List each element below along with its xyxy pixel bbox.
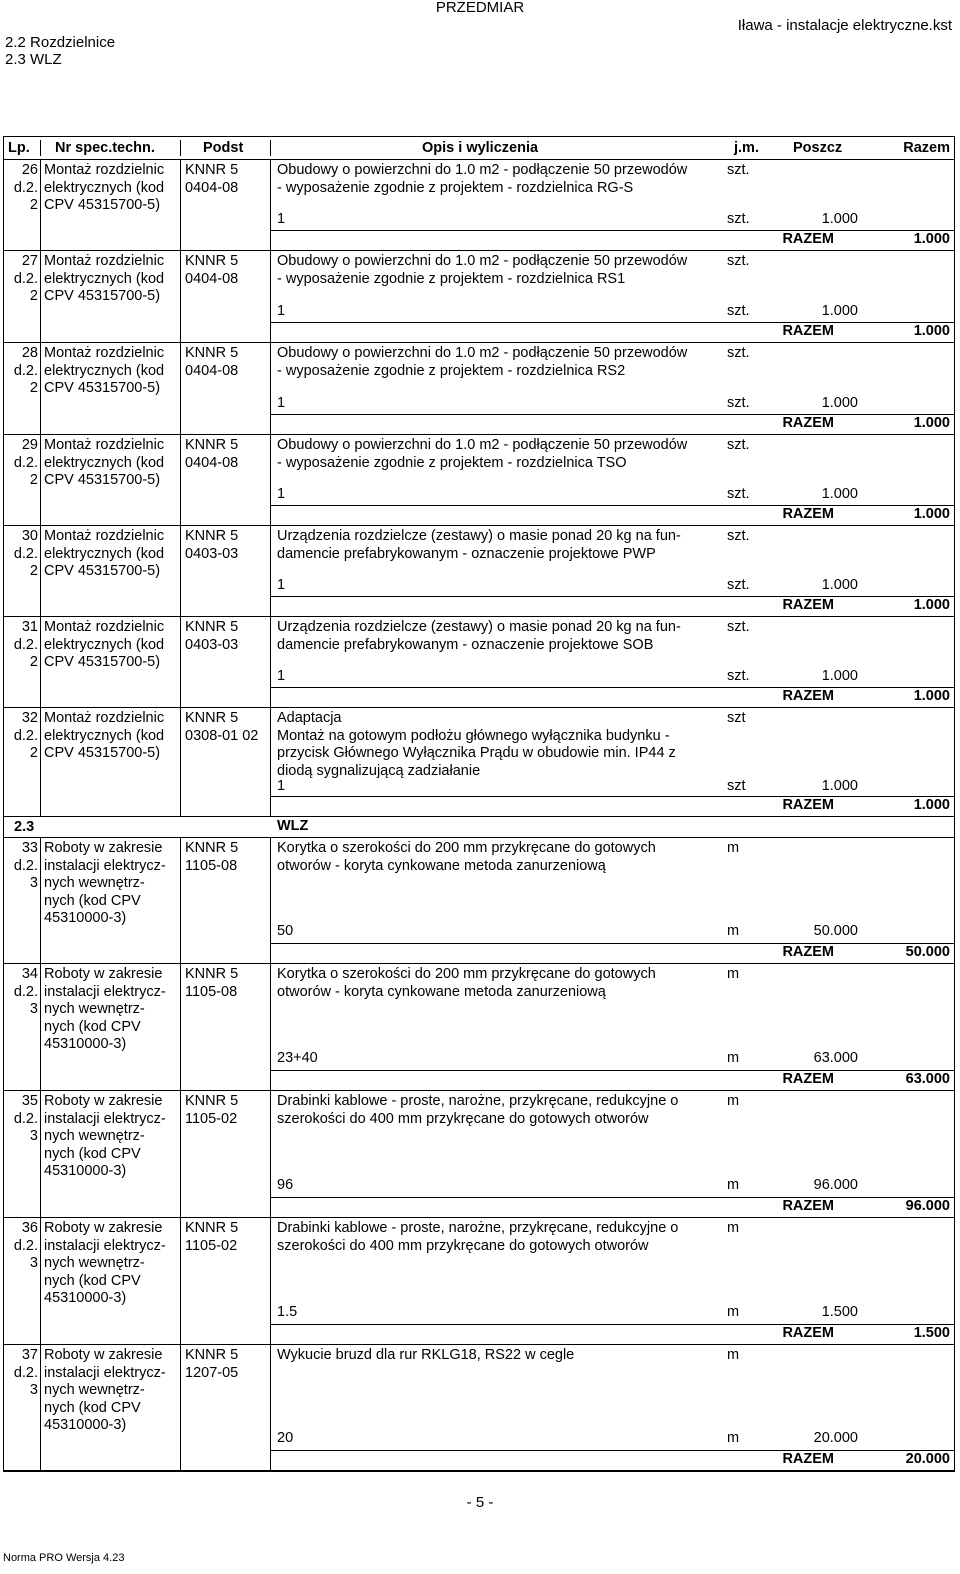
row-quantity-value: 1.500 (821, 1304, 858, 1320)
total-label: RAZEM (782, 1325, 834, 1341)
row-total (271, 505, 954, 525)
row-quantity-formula: 1 (277, 577, 286, 593)
row-unit: m (727, 966, 740, 982)
section-lp: 2.3 (14, 819, 35, 835)
row-unit: szt. (727, 437, 750, 453)
table-row (4, 251, 954, 343)
row-description-cell (271, 343, 954, 434)
row-description-cell (271, 1091, 954, 1217)
table-header (4, 137, 954, 160)
total-label: RAZEM (782, 415, 834, 431)
row-quantity-unit: szt. (727, 486, 750, 502)
row-quantity-formula: 50 (277, 923, 294, 939)
row-spec: Roboty w zakresie instalacji elektrycz- nych wewnętrz- nych (kod CPV 45310000-3) (41, 1345, 181, 1470)
estimate-table (3, 136, 955, 1472)
row-total (271, 322, 954, 342)
row-description: Korytka o szerokości do 200 mm przykręcane do gotowych otworów - koryta cynkowane metoda zanurzeniową (277, 840, 656, 874)
row-quantity-formula: 1 (277, 486, 286, 502)
row-description-cell (271, 251, 954, 342)
table-row (4, 1218, 954, 1345)
row-podst: KNNR 5 1105-02 (181, 1218, 271, 1344)
row-quantity-formula: 1 (277, 303, 286, 319)
row-description-cell (271, 160, 954, 250)
row-description-cell (271, 964, 954, 1090)
row-spec: Roboty w zakresie instalacji elektrycz- nych wewnętrz- nych (kod CPV 45310000-3) (41, 964, 181, 1090)
total-label: RAZEM (782, 797, 834, 813)
row-lp: 27 d.2. 2 (4, 251, 41, 342)
row-quantity-unit: szt (727, 778, 746, 794)
total-value: 1.000 (913, 797, 950, 813)
row-quantity-value: 63.000 (813, 1050, 858, 1066)
total-value: 50.000 (905, 944, 950, 960)
row-quantity-value: 1.000 (821, 395, 858, 411)
total-label: RAZEM (782, 506, 834, 522)
row-podst: KNNR 5 0403-03 (181, 617, 271, 707)
row-podst: KNNR 5 0404-08 (181, 251, 271, 342)
row-unit: szt (727, 710, 746, 726)
row-quantity-value: 1.000 (821, 303, 858, 319)
table-row (4, 526, 954, 617)
row-description-cell (271, 838, 954, 963)
row-lp: 31 d.2. 2 (4, 617, 41, 707)
row-quantity-value: 50.000 (813, 923, 858, 939)
row-description: Obudowy o powierzchni do 1.0 m2 - podłączenie 50 przewodów - wyposażenie zgodnie z projektem - rozdzielnica RS2 (277, 345, 688, 379)
row-podst: KNNR 5 0403-03 (181, 526, 271, 616)
total-value: 1.000 (913, 415, 950, 431)
row-unit: szt. (727, 253, 750, 269)
row-unit: szt. (727, 619, 750, 635)
row-podst: KNNR 5 1207-05 (181, 1345, 271, 1470)
row-podst: KNNR 5 0404-08 (181, 343, 271, 434)
row-quantity-value: 1.000 (821, 211, 858, 227)
row-spec: Roboty w zakresie instalacji elektrycz- nych wewnętrz- nych (kod CPV 45310000-3) (41, 838, 181, 963)
row-lp: 35 d.2. 3 (4, 1091, 41, 1217)
row-unit: m (727, 1220, 740, 1236)
total-label: RAZEM (782, 944, 834, 960)
table-row (4, 435, 954, 526)
row-unit: szt. (727, 162, 750, 178)
total-label: RAZEM (782, 231, 834, 247)
total-value: 1.000 (913, 231, 950, 247)
table-row (4, 1345, 954, 1471)
row-description: Obudowy o powierzchni do 1.0 m2 - podłączenie 50 przewodów - wyposażenie zgodnie z projektem - rozdzielnica TSO (277, 437, 688, 471)
row-podst: KNNR 5 0404-08 (181, 435, 271, 525)
row-total (271, 1070, 954, 1090)
row-description: Obudowy o powierzchni do 1.0 m2 - podłączenie 50 przewodów - wyposażenie zgodnie z projektem - rozdzielnica RG-S (277, 162, 688, 196)
row-description-cell (271, 617, 954, 707)
row-lp: 32 d.2. 2 (4, 708, 41, 816)
table-row (4, 964, 954, 1091)
row-quantity-unit: m (727, 1177, 740, 1193)
row-spec: Roboty w zakresie instalacji elektrycz- nych wewnętrz- nych (kod CPV 45310000-3) (41, 1091, 181, 1217)
row-quantity-unit: m (727, 923, 740, 939)
row-description-cell (271, 1218, 954, 1344)
row-quantity-unit: szt. (727, 211, 750, 227)
row-spec: Montaż rozdzielnic elektrycznych (kod CPV 45315700-5) (41, 251, 181, 342)
row-unit: szt. (727, 345, 750, 361)
row-lp: 29 d.2. 2 (4, 435, 41, 525)
row-podst: KNNR 5 1105-08 (181, 838, 271, 963)
total-value: 20.000 (905, 1451, 950, 1467)
row-quantity-formula: 1 (277, 778, 286, 794)
section-title: WLZ (277, 818, 309, 834)
row-lp: 28 d.2. 2 (4, 343, 41, 434)
row-lp: 34 d.2. 3 (4, 964, 41, 1090)
total-value: 96.000 (905, 1198, 950, 1214)
row-quantity-formula: 1.5 (277, 1304, 298, 1320)
table-row (4, 838, 954, 964)
row-total (271, 1197, 954, 1217)
row-total (271, 687, 954, 707)
row-quantity-formula: 1 (277, 395, 286, 411)
total-label: RAZEM (782, 1198, 834, 1214)
row-quantity-unit: szt. (727, 577, 750, 593)
col-razem: Razem (903, 140, 950, 156)
section-row-wlz (4, 817, 954, 838)
total-value: 1.000 (913, 323, 950, 339)
row-total (271, 414, 954, 434)
col-unit: j.m. (734, 140, 759, 156)
total-value: 1.500 (913, 1325, 950, 1341)
row-total (271, 1450, 954, 1470)
row-lp: 26 d.2. 2 (4, 160, 41, 250)
total-label: RAZEM (782, 597, 834, 613)
row-quantity-formula: 20 (277, 1430, 294, 1446)
total-value: 1.000 (913, 688, 950, 704)
row-quantity-formula: 23+40 (277, 1050, 318, 1066)
row-description: Urządzenia rozdzielcze (zestawy) o masie ponad 20 kg na fun- damencie prefabrykowanym - oznaczenie projektowe SOB (277, 619, 681, 653)
total-label: RAZEM (782, 688, 834, 704)
page-number: - 5 - (466, 1494, 494, 1511)
col-poszcz: Poszcz (793, 140, 843, 156)
row-quantity-value: 1.000 (821, 778, 858, 794)
row-total (271, 943, 954, 963)
row-lp: 30 d.2. 2 (4, 526, 41, 616)
file-name: Iława - instalacje elektryczne.kst (737, 17, 952, 34)
total-label: RAZEM (782, 1451, 834, 1467)
row-podst: KNNR 5 1105-08 (181, 964, 271, 1090)
row-spec: Roboty w zakresie instalacji elektrycz- nych wewnętrz- nych (kod CPV 45310000-3) (41, 1218, 181, 1344)
col-lp: Lp. (4, 140, 41, 156)
row-quantity-unit: szt. (727, 303, 750, 319)
row-total (271, 230, 954, 250)
row-podst: KNNR 5 1105-02 (181, 1091, 271, 1217)
section-heading-rozdzielnice: 2.2 Rozdzielnice (5, 34, 116, 51)
col-desc: Opis i wyliczenia (422, 140, 539, 156)
row-unit: m (727, 1347, 740, 1363)
row-spec: Montaż rozdzielnic elektrycznych (kod CPV 45315700-5) (41, 617, 181, 707)
row-description: Urządzenia rozdzielcze (zestawy) o masie ponad 20 kg na fun- damencie prefabrykowanym - oznaczenie projektowe PWP (277, 528, 681, 562)
row-quantity-unit: szt. (727, 668, 750, 684)
total-label: RAZEM (782, 1071, 834, 1087)
row-description-cell (271, 526, 954, 616)
row-description-cell (271, 708, 954, 816)
row-description: Adaptacja Montaż na gotowym podłożu głównego wyłącznika budynku - przycisk Głównego Wyłącznika Prądu w obudowie min. IP44 z diodą sygnalizującą zadziałanie (277, 710, 676, 779)
row-quantity-value: 1.000 (821, 486, 858, 502)
row-description: Wykucie bruzd dla rur RKLG18, RS22 w cegle (277, 1347, 575, 1363)
software-version: Norma PRO Wersja 4.23 (3, 1552, 125, 1564)
total-value: 1.000 (913, 597, 950, 613)
row-description: Obudowy o powierzchni do 1.0 m2 - podłączenie 50 przewodów - wyposażenie zgodnie z projektem - rozdzielnica RS1 (277, 253, 688, 287)
row-spec: Montaż rozdzielnic elektrycznych (kod CPV 45315700-5) (41, 160, 181, 250)
row-quantity-value: 20.000 (813, 1430, 858, 1446)
row-quantity-formula: 96 (277, 1177, 294, 1193)
table-row (4, 160, 954, 251)
table-row (4, 708, 954, 817)
row-podst: KNNR 5 0404-08 (181, 160, 271, 250)
row-quantity-unit: szt. (727, 395, 750, 411)
row-description: Korytka o szerokości do 200 mm przykręcane do gotowych otworów - koryta cynkowane metoda zanurzeniową (277, 966, 656, 1000)
row-quantity-value: 1.000 (821, 668, 858, 684)
row-description: Drabinki kablowe - proste, narożne, przykręcane, redukcyjne o szerokości do 400 mm przykręcane do gotowych otworów (277, 1220, 679, 1254)
row-lp: 37 d.2. 3 (4, 1345, 41, 1470)
row-spec: Montaż rozdzielnic elektrycznych (kod CPV 45315700-5) (41, 708, 181, 816)
row-quantity-unit: m (727, 1430, 740, 1446)
col-spec: Nr spec.techn. (41, 140, 181, 156)
total-label: RAZEM (782, 323, 834, 339)
section-heading-wlz: 2.3 WLZ (5, 51, 62, 68)
row-lp: 36 d.2. 3 (4, 1218, 41, 1344)
row-quantity-unit: m (727, 1050, 740, 1066)
row-quantity-unit: m (727, 1304, 740, 1320)
total-value: 1.000 (913, 506, 950, 522)
row-spec: Montaż rozdzielnic elektrycznych (kod CPV 45315700-5) (41, 526, 181, 616)
row-unit: szt. (727, 528, 750, 544)
row-total (271, 1324, 954, 1344)
document-title: PRZEDMIAR (435, 0, 525, 16)
row-spec: Montaż rozdzielnic elektrycznych (kod CPV 45315700-5) (41, 435, 181, 525)
total-value: 63.000 (905, 1071, 950, 1087)
row-spec: Montaż rozdzielnic elektrycznych (kod CPV 45315700-5) (41, 343, 181, 434)
col-podst: Podst (181, 140, 271, 156)
table-row (4, 617, 954, 708)
row-quantity-value: 96.000 (813, 1177, 858, 1193)
row-lp: 33 d.2. 3 (4, 838, 41, 963)
table-row (4, 1091, 954, 1218)
row-total (271, 796, 954, 816)
table-row (4, 343, 954, 435)
row-description: Drabinki kablowe - proste, narożne, przykręcane, redukcyjne o szerokości do 400 mm przykręcane do gotowych otworów (277, 1093, 679, 1127)
col-desc-group (271, 137, 954, 159)
row-quantity-formula: 1 (277, 668, 286, 684)
row-quantity-formula: 1 (277, 211, 286, 227)
row-unit: m (727, 840, 740, 856)
row-podst: KNNR 5 0308-01 02 (181, 708, 271, 816)
row-total (271, 596, 954, 616)
row-description-cell (271, 1345, 954, 1470)
row-quantity-value: 1.000 (821, 577, 858, 593)
row-description-cell (271, 435, 954, 525)
page-header (0, 0, 960, 80)
row-unit: m (727, 1093, 740, 1109)
